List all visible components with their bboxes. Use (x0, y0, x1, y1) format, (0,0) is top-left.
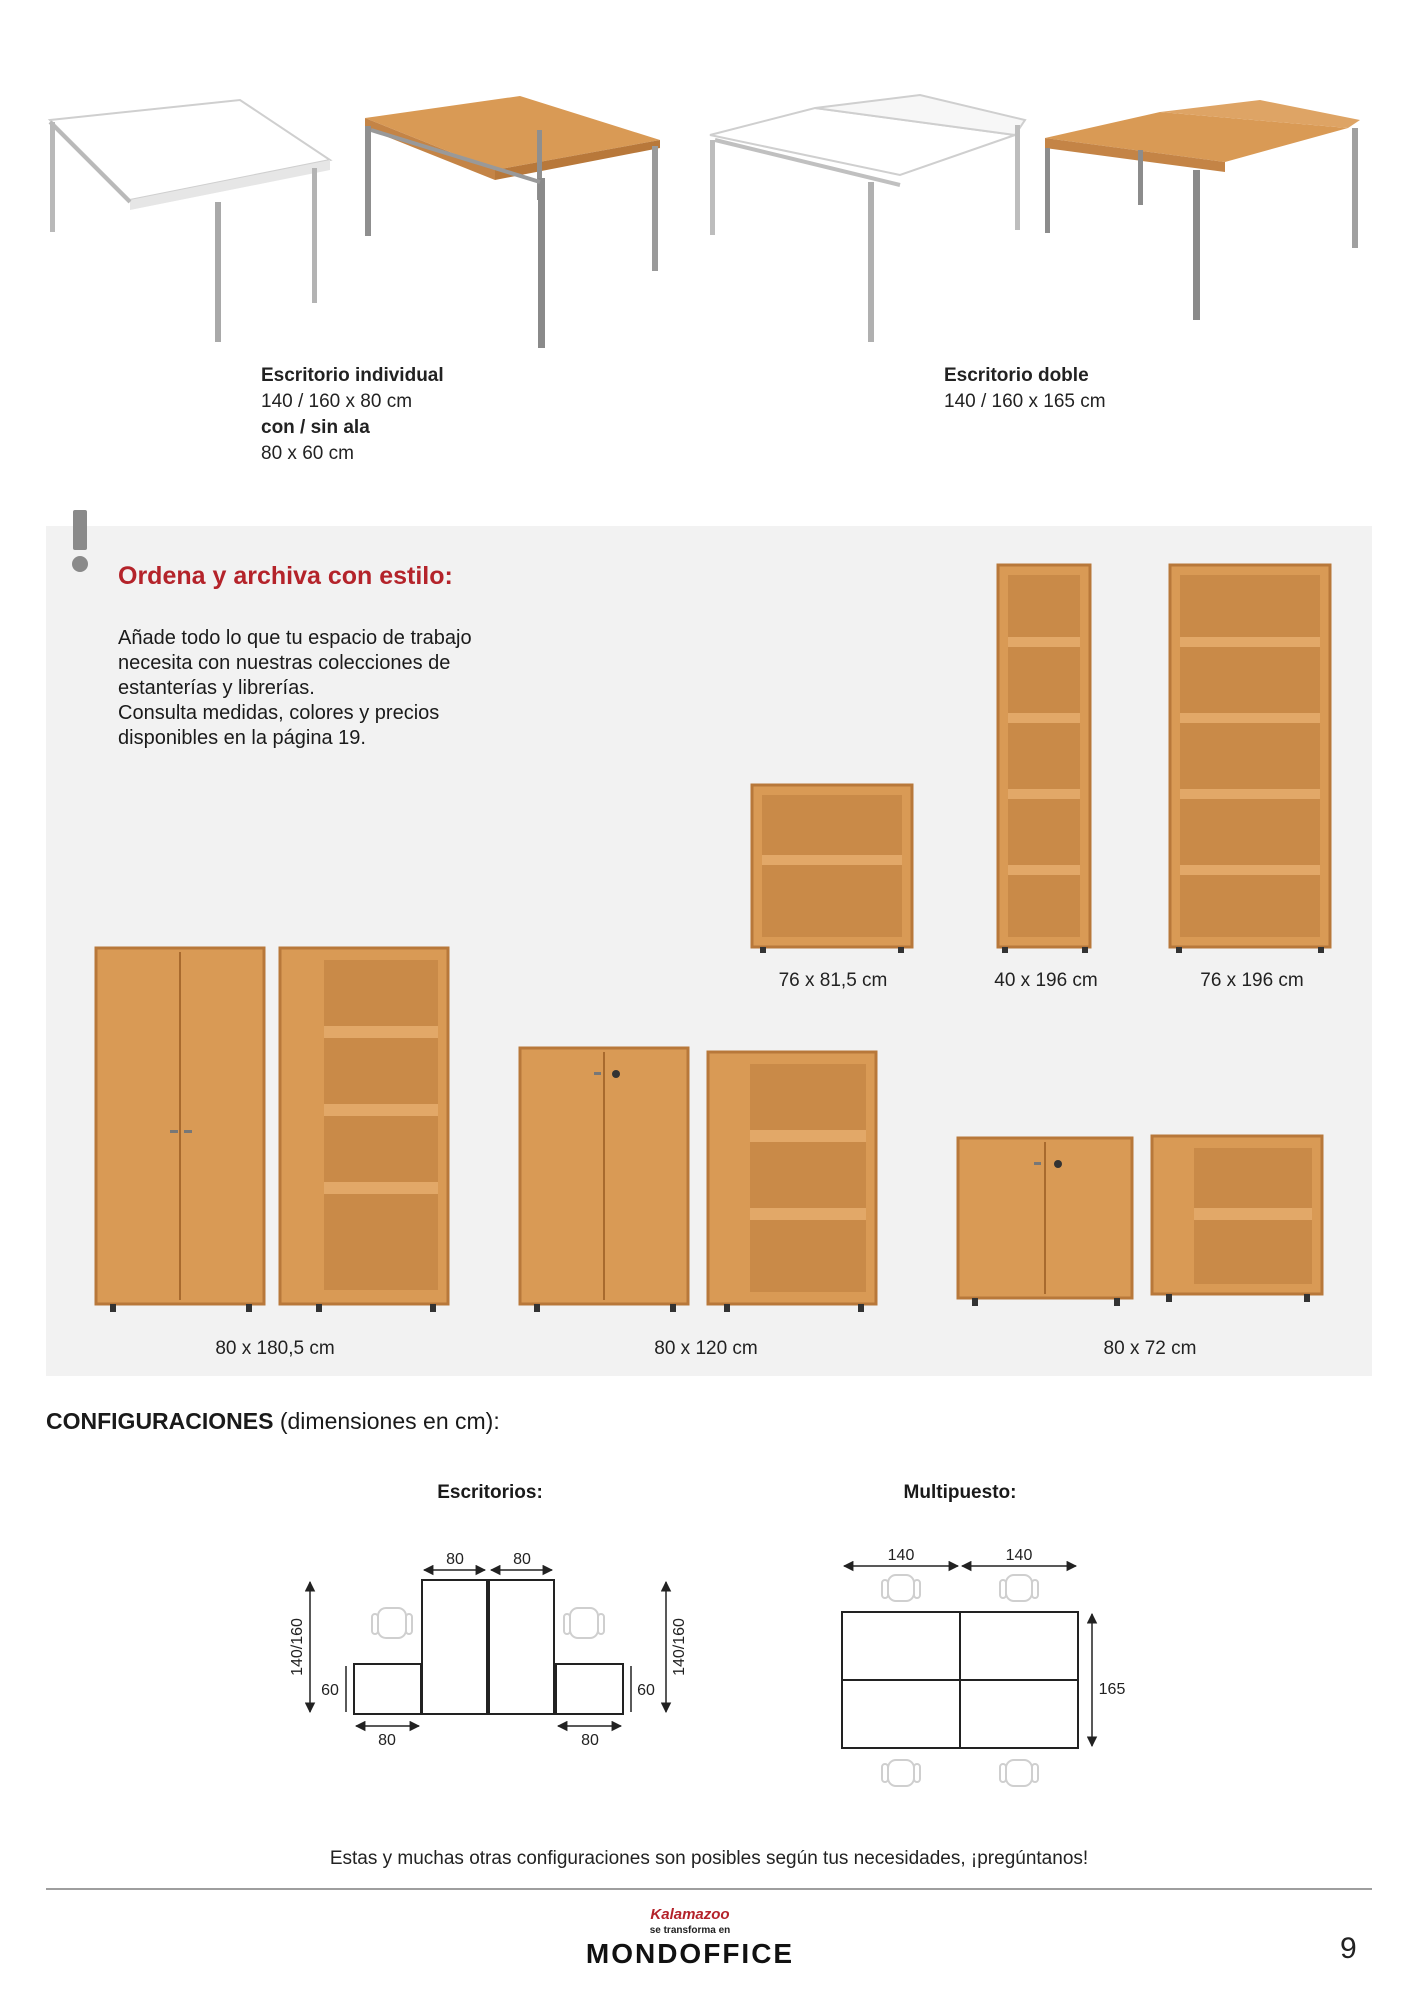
footer-divider (46, 1888, 1372, 1890)
desks-dim-wing-left: 60 (321, 1682, 339, 1699)
storage-body-line: Consulta medidas, colores y precios (118, 702, 440, 724)
individual-desk-wing-size: 80 x 60 cm (261, 443, 354, 464)
multi-config-diagram (830, 1530, 1130, 1810)
cabinet-tall-label: 80 x 180,5 cm (215, 1338, 335, 1359)
narrow-tall-bookcase-image (998, 565, 1090, 953)
desks-dim-bottom-a: 80 (378, 1732, 396, 1749)
chair-icon (882, 1760, 920, 1786)
cabinet-medium-label: 80 x 120 cm (654, 1338, 758, 1359)
tall-open-shelf-image (280, 948, 448, 1312)
brand-logo (560, 1906, 820, 1970)
desks-dim-top-b: 80 (513, 1551, 531, 1568)
chair-icon (1000, 1575, 1038, 1601)
brand-mondoffice: MONDOFFICE (585, 1938, 795, 1969)
multi-config-label: Multipuesto: (903, 1482, 1017, 1503)
bookcase-low-label: 76 x 81,5 cm (778, 970, 888, 991)
double-desk-images (700, 90, 1380, 360)
storage-body-line: necesita con nuestras colecciones de (118, 652, 451, 674)
configurations-note: Estas y muchas otras configuraciones son posibles según tus necesidades, ¡pregúntanos! (329, 1848, 1089, 1869)
configurations-title (46, 1408, 500, 1435)
configurations-title-rest: (dimensiones en cm): (279, 1408, 500, 1434)
multi-dim-top-a: 140 (887, 1547, 915, 1564)
bookcase-wide-label: 76 x 196 cm (1200, 970, 1304, 991)
double-desk-caption (944, 363, 1106, 415)
multi-dim-top-b: 140 (1005, 1547, 1033, 1564)
storage-heading: Ordena y archiva con estilo: (118, 562, 453, 590)
cabinet-images-bottom (90, 940, 1340, 1320)
desks-config-diagram (280, 1530, 700, 1750)
white-desk-image (50, 100, 330, 342)
storage-body-line: Añade todo lo que tu espacio de trabajo (118, 627, 472, 649)
individual-desk-images (40, 90, 700, 360)
chair-icon (372, 1608, 412, 1638)
desks-dim-top-a: 80 (446, 1551, 464, 1568)
brand-kalamazoo: Kalamazoo (650, 1906, 730, 1923)
low-cabinet-image (958, 1138, 1132, 1306)
white-double-desk-image (710, 95, 1025, 342)
chair-icon (1000, 1760, 1038, 1786)
chair-icon (882, 1575, 920, 1601)
individual-desk-size: 140 / 160 x 80 cm (261, 391, 413, 412)
page-number: 9 (1340, 1932, 1357, 1965)
desks-config-label: Escritorios: (437, 1482, 543, 1503)
medium-open-shelf-image (708, 1052, 876, 1312)
individual-desk-caption (261, 363, 444, 467)
low-open-shelf-image (1152, 1136, 1322, 1302)
wood-double-desk-image (1045, 100, 1360, 320)
double-desk-size: 140 / 160 x 165 cm (944, 391, 1106, 412)
brand-tagline: se transforma en (649, 1925, 731, 1936)
storage-body-line: disponibles en la página 19. (118, 727, 366, 749)
low-bookcase-image (752, 785, 912, 953)
individual-desk-title: Escritorio individual (261, 365, 444, 386)
multi-dim-side: 165 (1098, 1681, 1126, 1698)
bookcase-images-top (740, 555, 1340, 960)
bookcase-narrow-label: 40 x 196 cm (994, 970, 1098, 991)
wide-tall-bookcase-image (1170, 565, 1330, 953)
desks-dim-side-left: 140/160 (289, 1618, 306, 1676)
configurations-title-bold: CONFIGURACIONES (46, 1408, 274, 1434)
storage-body (118, 626, 472, 751)
individual-desk-wing-title: con / sin ala (261, 417, 370, 438)
desks-dim-side-right: 140/160 (671, 1618, 688, 1676)
double-desk-title: Escritorio doble (944, 365, 1089, 386)
medium-cabinet-image (520, 1048, 688, 1312)
desks-dim-wing-right: 60 (637, 1682, 655, 1699)
tall-cabinet-image (96, 948, 264, 1312)
exclamation-icon (72, 510, 88, 574)
wood-desk-image (365, 96, 660, 348)
cabinet-low-label: 80 x 72 cm (1103, 1338, 1197, 1359)
chair-icon (564, 1608, 604, 1638)
desks-dim-bottom-b: 80 (581, 1732, 599, 1749)
storage-body-line: estanterías y librerías. (118, 677, 315, 699)
